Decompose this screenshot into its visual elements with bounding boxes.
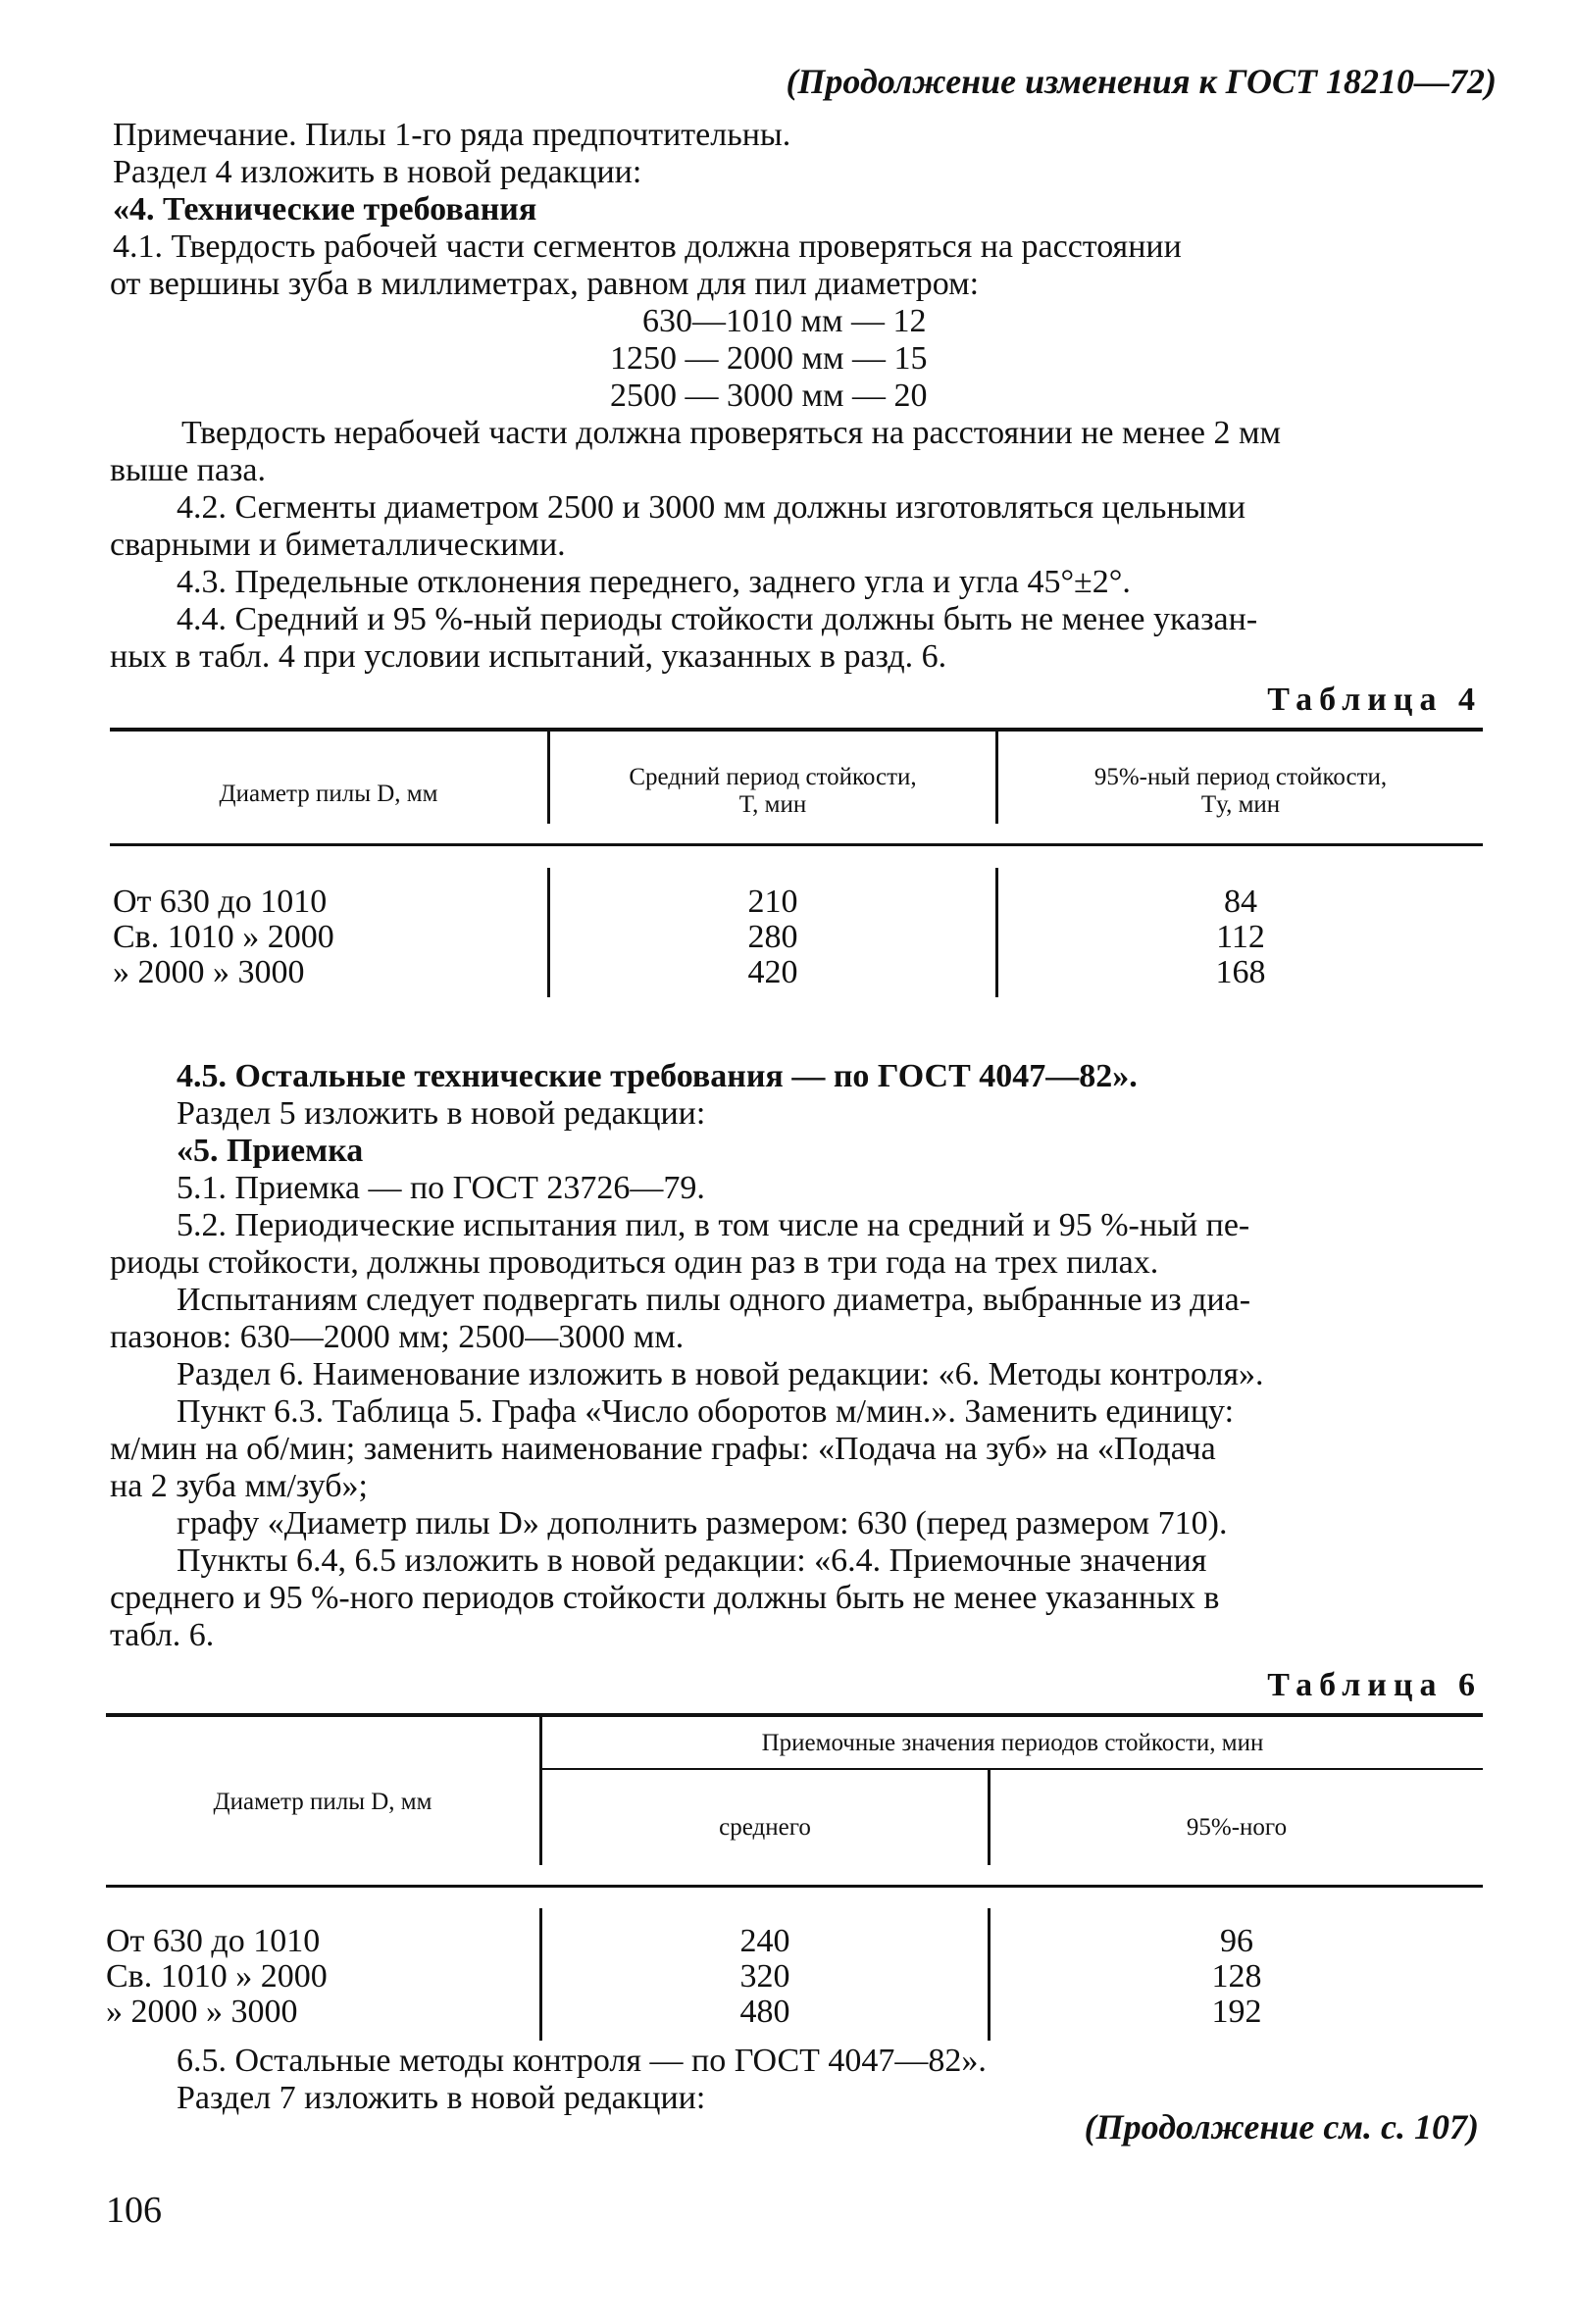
section5-title: «5. Приемка	[177, 1133, 364, 1169]
table6-row2-mean: 320	[739, 1958, 790, 1995]
p42-line2: сварными и биметаллическими.	[110, 527, 566, 563]
p51-line: 5.1. Приемка — по ГОСТ 23726—79.	[177, 1170, 705, 1206]
table4-title: Таблица 4	[1267, 682, 1482, 718]
table6-row1-p95: 96	[1220, 1923, 1253, 1959]
p41-line2: от вершины зуба в миллиметрах, равном для пил диаметром:	[110, 266, 980, 302]
table6-head-mean: среднего	[719, 1814, 811, 1841]
table4-row3-p95: 168	[1215, 954, 1266, 990]
tests-line2: пазонов: 630—2000 мм; 2500—3000 мм.	[110, 1319, 685, 1355]
p63-line3: на 2 зуба мм/зуб»;	[110, 1468, 368, 1504]
table6-group-rule	[542, 1768, 1483, 1770]
hard-line2: выше паза.	[110, 452, 266, 488]
section4-intro: Раздел 4 изложить в новой редакции:	[113, 154, 642, 190]
note-line: Примечание. Пилы 1-го ряда предпочтительны.	[113, 117, 791, 153]
table6-row3-mean: 480	[739, 1994, 790, 2030]
table6-row1-mean: 240	[739, 1923, 790, 1959]
table6-head-group: Приемочные значения периодов стойкости, мин	[761, 1730, 1264, 1756]
table4-row1-mean: 210	[747, 884, 798, 920]
hard-line1: Твердость нерабочей части должна проверяться на расстоянии не менее 2 мм	[181, 415, 1282, 451]
p44-line2: ных в табл. 4 при условии испытаний, указанных в разд. 6.	[110, 638, 947, 675]
table6-head-p95: 95%-ного	[1186, 1814, 1288, 1841]
p44-line1: 4.4. Средний и 95 %-ный периоды стойкости должны быть не менее указан-	[177, 601, 1258, 637]
page-number: 106	[106, 2190, 162, 2231]
p45-line: 4.5. Остальные технические требования — по ГОСТ 4047—82».	[177, 1058, 1138, 1094]
table6-row2-p95: 128	[1211, 1958, 1262, 1995]
table4-head-p95-1: 95%-ный период стойкости,	[1093, 764, 1388, 790]
p52-line1: 5.2. Периодические испытания пил, в том числе на средний и 95 %-ный пе-	[177, 1207, 1250, 1243]
table4-row2-mean: 280	[747, 919, 798, 955]
table6-row3-p95: 192	[1211, 1994, 1262, 2030]
p52-line2: риоды стойкости, должны проводиться один раз в три года на трех пилах.	[110, 1244, 1159, 1281]
table4-row1-diameter: От 630 до 1010	[113, 884, 328, 920]
graph-line: графу «Диаметр пилы D» дополнить размером: 630 (перед размером 710).	[177, 1505, 1228, 1541]
table4-row1-p95: 84	[1224, 884, 1257, 920]
section7-intro: Раздел 7 изложить в новой редакции:	[177, 2080, 706, 2116]
table4-head-mean-1: Средний период стойкости,	[629, 764, 917, 790]
tests-line1: Испытаниям следует подвергать пилы одного диаметра, выбранные из диа-	[177, 1282, 1251, 1318]
p6465-line2: среднего и 95 %-ного периодов стойкости должны быть не менее указанных в	[110, 1580, 1220, 1616]
p42-line1: 4.2. Сегменты диаметром 2500 и 3000 мм должны изготовляться цельными	[177, 489, 1246, 526]
dim-line-1: 630—1010 мм — 12	[642, 303, 927, 339]
table4-row3-mean: 420	[747, 954, 798, 990]
p43-line: 4.3. Предельные отклонения переднего, заднего угла и угла 45°±2°.	[177, 564, 1131, 600]
table4-head-diameter: Диаметр пилы D, мм	[219, 781, 438, 807]
running-header: (Продолжение изменения к ГОСТ 18210—72)	[786, 62, 1497, 101]
p6465-line3: табл. 6.	[110, 1617, 215, 1653]
p63-line1: Пункт 6.3. Таблица 5. Графа «Число оборотов м/мин.». Заменить единицу:	[177, 1393, 1235, 1430]
p6465-line1: Пункты 6.4, 6.5 изложить в новой редакции: «6.4. Приемочные значения	[177, 1542, 1207, 1579]
table4-head-mean-2: T, мин	[738, 791, 807, 818]
p63-line2: м/мин на об/мин; заменить наименование графы: «Подача на зуб» на «Подача	[110, 1431, 1216, 1467]
p65-line: 6.5. Остальные методы контроля — по ГОСТ 4047—82».	[177, 2043, 987, 2079]
table4-row3-diameter: » 2000 » 3000	[113, 954, 305, 990]
table4-row2-p95: 112	[1216, 919, 1265, 955]
section6-line: Раздел 6. Наименование изложить в новой редакции: «6. Методы контроля».	[177, 1356, 1264, 1392]
section4-title: «4. Технические требования	[113, 191, 537, 227]
continuation-note: (Продолжение см. с. 107)	[1084, 2107, 1479, 2147]
table6-header-rule	[106, 1885, 1483, 1888]
table6-row3-diameter: » 2000 » 3000	[106, 1994, 298, 2030]
table6-title: Таблица 6	[1267, 1667, 1482, 1703]
table6-row1-diameter: От 630 до 1010	[106, 1923, 321, 1959]
table6-head-diameter: Диаметр пилы D, мм	[213, 1789, 432, 1815]
table6-top-rule	[106, 1713, 1483, 1717]
dim-line-3: 2500 — 3000 мм — 20	[610, 378, 928, 414]
table6-row2-diameter: Св. 1010 » 2000	[106, 1958, 328, 1995]
table4-row2-diameter: Св. 1010 » 2000	[113, 919, 334, 955]
dim-line-2: 1250 — 2000 мм — 15	[610, 340, 928, 377]
table4-head-p95-2: Tу, мин	[1200, 791, 1281, 818]
p41-line1: 4.1. Твердость рабочей части сегментов должна проверяться на расстоянии	[113, 228, 1182, 265]
section5-intro: Раздел 5 изложить в новой редакции:	[177, 1095, 706, 1132]
